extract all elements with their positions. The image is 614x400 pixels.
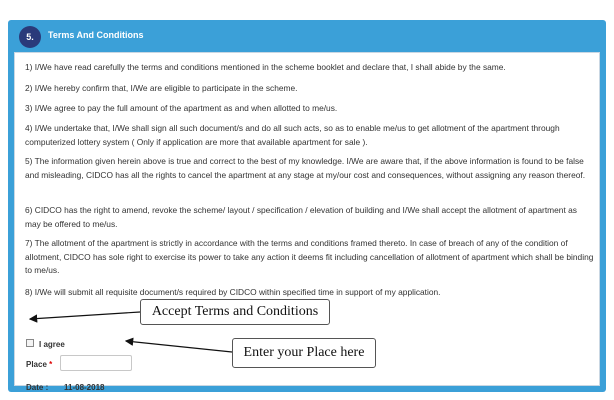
agree-callout: Accept Terms and Conditions — [140, 299, 330, 325]
section-number-badge: 5. — [19, 26, 41, 48]
panel-header — [8, 20, 606, 52]
place-callout: Enter your Place here — [232, 338, 376, 368]
terms-body — [14, 52, 600, 392]
agree-checkbox[interactable] — [26, 339, 34, 347]
agree-label: I agree — [39, 340, 65, 349]
panel-title: Terms And Conditions — [48, 30, 144, 40]
place-label — [26, 360, 52, 369]
term-item: 5) The information given herein above is true and correct to the best of my knowledge. I/We are aware that, if the above information is found to be false and misleading, CIDCO has all the rights to cancel the apartment at any stage at my/our cost and consequences, without assigning any reason thereof. — [25, 156, 586, 180]
place-input[interactable] — [60, 355, 132, 371]
term-item: 7) The allotment of the apartment is strictly in accordance with the terms and conditions framed thereto. In case of breach of any of the condition of allotment, CIDCO has sole right to exercise its power to take any action it deems fit including cancellation of allotment of apartment which shall be binding to me/us. — [25, 238, 594, 275]
term-item: 3) I/We agree to pay the full amount of the apartment as and when allotted to me/us. — [25, 103, 338, 113]
term-item: 4) I/We undertake that, I/We shall sign all such document/s and do all such acts, so as to enable me/us to get allotment of the apartment through computerized lottery system ( Only if application are more that available apartment for sale ). — [25, 123, 560, 147]
term-item: 1) I/We have read carefully the terms and conditions mentioned in the scheme booklet and declare that, I shall abide by the same. — [25, 62, 506, 72]
term-item: 6) CIDCO has the right to amend, revoke the scheme/ layout / specification / elevation of building and I/We shall accept the allotment of apartment as may be offered to me/us. — [25, 205, 577, 229]
required-marker: * — [49, 360, 53, 369]
term-item: 8) I/We will submit all requisite document/s required by CIDCO within specified time in support of my application. — [25, 287, 441, 297]
terms-panel — [8, 20, 606, 392]
date-value: 11-08-2018 — [64, 383, 105, 392]
date-label: Date : — [26, 383, 49, 392]
place-label-text: Place — [26, 360, 47, 369]
term-item: 2) I/We hereby confirm that, I/We are eligible to participate in the scheme. — [25, 83, 298, 93]
